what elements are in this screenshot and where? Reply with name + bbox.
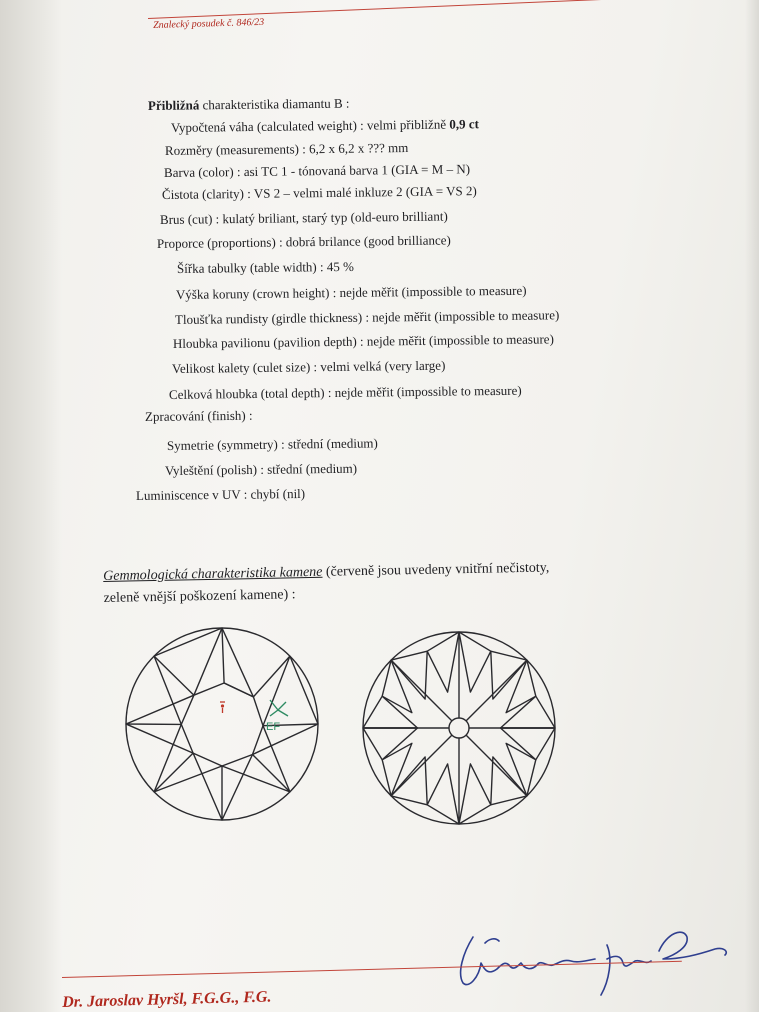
spec-color: Barva (color) : asi TC 1 - tónovaná barva 1 (GIA = M – N)	[163, 161, 471, 180]
spec-cut: Brus (cut) : kulatý briliant, starý typ (old-euro brilliant)	[159, 208, 448, 227]
gemmology-note-1: (červeně jsou uvedeny vnitřní nečistoty,	[322, 560, 550, 580]
external-damage-label: EF	[266, 721, 281, 733]
inclusion-marks	[220, 702, 225, 713]
spec-table-width: Šířka tabulky (table width) : 45 %	[176, 258, 354, 276]
report-number: Znalecký posudek č. 846/23	[153, 16, 265, 31]
spec-weight	[171, 116, 479, 136]
pavilion-culet	[449, 718, 469, 738]
spec-heading	[148, 96, 350, 114]
spec-symmetry: Symetrie (symmetry) : střední (medium)	[166, 435, 378, 453]
external-damage-mark	[266, 700, 288, 733]
spec-pavilion-depth: Hloubka pavilionu (pavilion depth) : nejde měřit (impossible to measure)	[172, 331, 554, 351]
spec-heading-rest: charakteristika diamantu B :	[199, 95, 350, 113]
spec-polish: Vyleštění (polish) : střední (medium)	[164, 460, 358, 478]
spec-luminescence: Luminiscence v UV : chybí (nil)	[135, 485, 306, 503]
spec-girdle-thickness: Tloušťka rundisty (girdle thickness) : nejde měřit (impossible to measure)	[174, 307, 560, 327]
spec-heading-bold: Přibližná	[147, 97, 200, 113]
gemmology-title: Gemmologická charakteristika kamene	[103, 564, 323, 584]
gemmology-note-2: zeleně vnější poškození kamene) :	[103, 587, 296, 606]
pavilion-view-diagram	[356, 622, 566, 837]
spec-finish: Zpracování (finish) :	[144, 407, 253, 424]
spec-measurements: Rozměry (measurements) : 6,2 x 6,2 x ??? mm	[164, 140, 409, 158]
spec-crown-height: Výška koruny (crown height) : nejde měřit (impossible to measure)	[175, 282, 527, 302]
gemmology-section	[103, 555, 664, 610]
spec-proportions: Proporce (proportions) : dobrá brilance (good brilliance)	[156, 232, 451, 251]
spec-weight-label: Vypočtená váha (calculated weight) : velmi přibližně	[170, 116, 450, 135]
spec-weight-value: 0,9 ct	[449, 116, 479, 132]
spec-total-depth: Celková hloubka (total depth) : nejde měřit (impossible to measure)	[168, 382, 522, 402]
crown-view-diagram	[118, 618, 328, 833]
spec-clarity: Čistota (clarity) : VS 2 – velmi malé inkluze 2 (GIA = VS 2)	[161, 183, 477, 202]
footer-author: Dr. Jaroslav Hyršl, F.G.G., F.G.	[62, 988, 272, 1011]
spec-culet-size: Velikost kalety (culet size) : velmi velká (very large)	[171, 357, 446, 376]
